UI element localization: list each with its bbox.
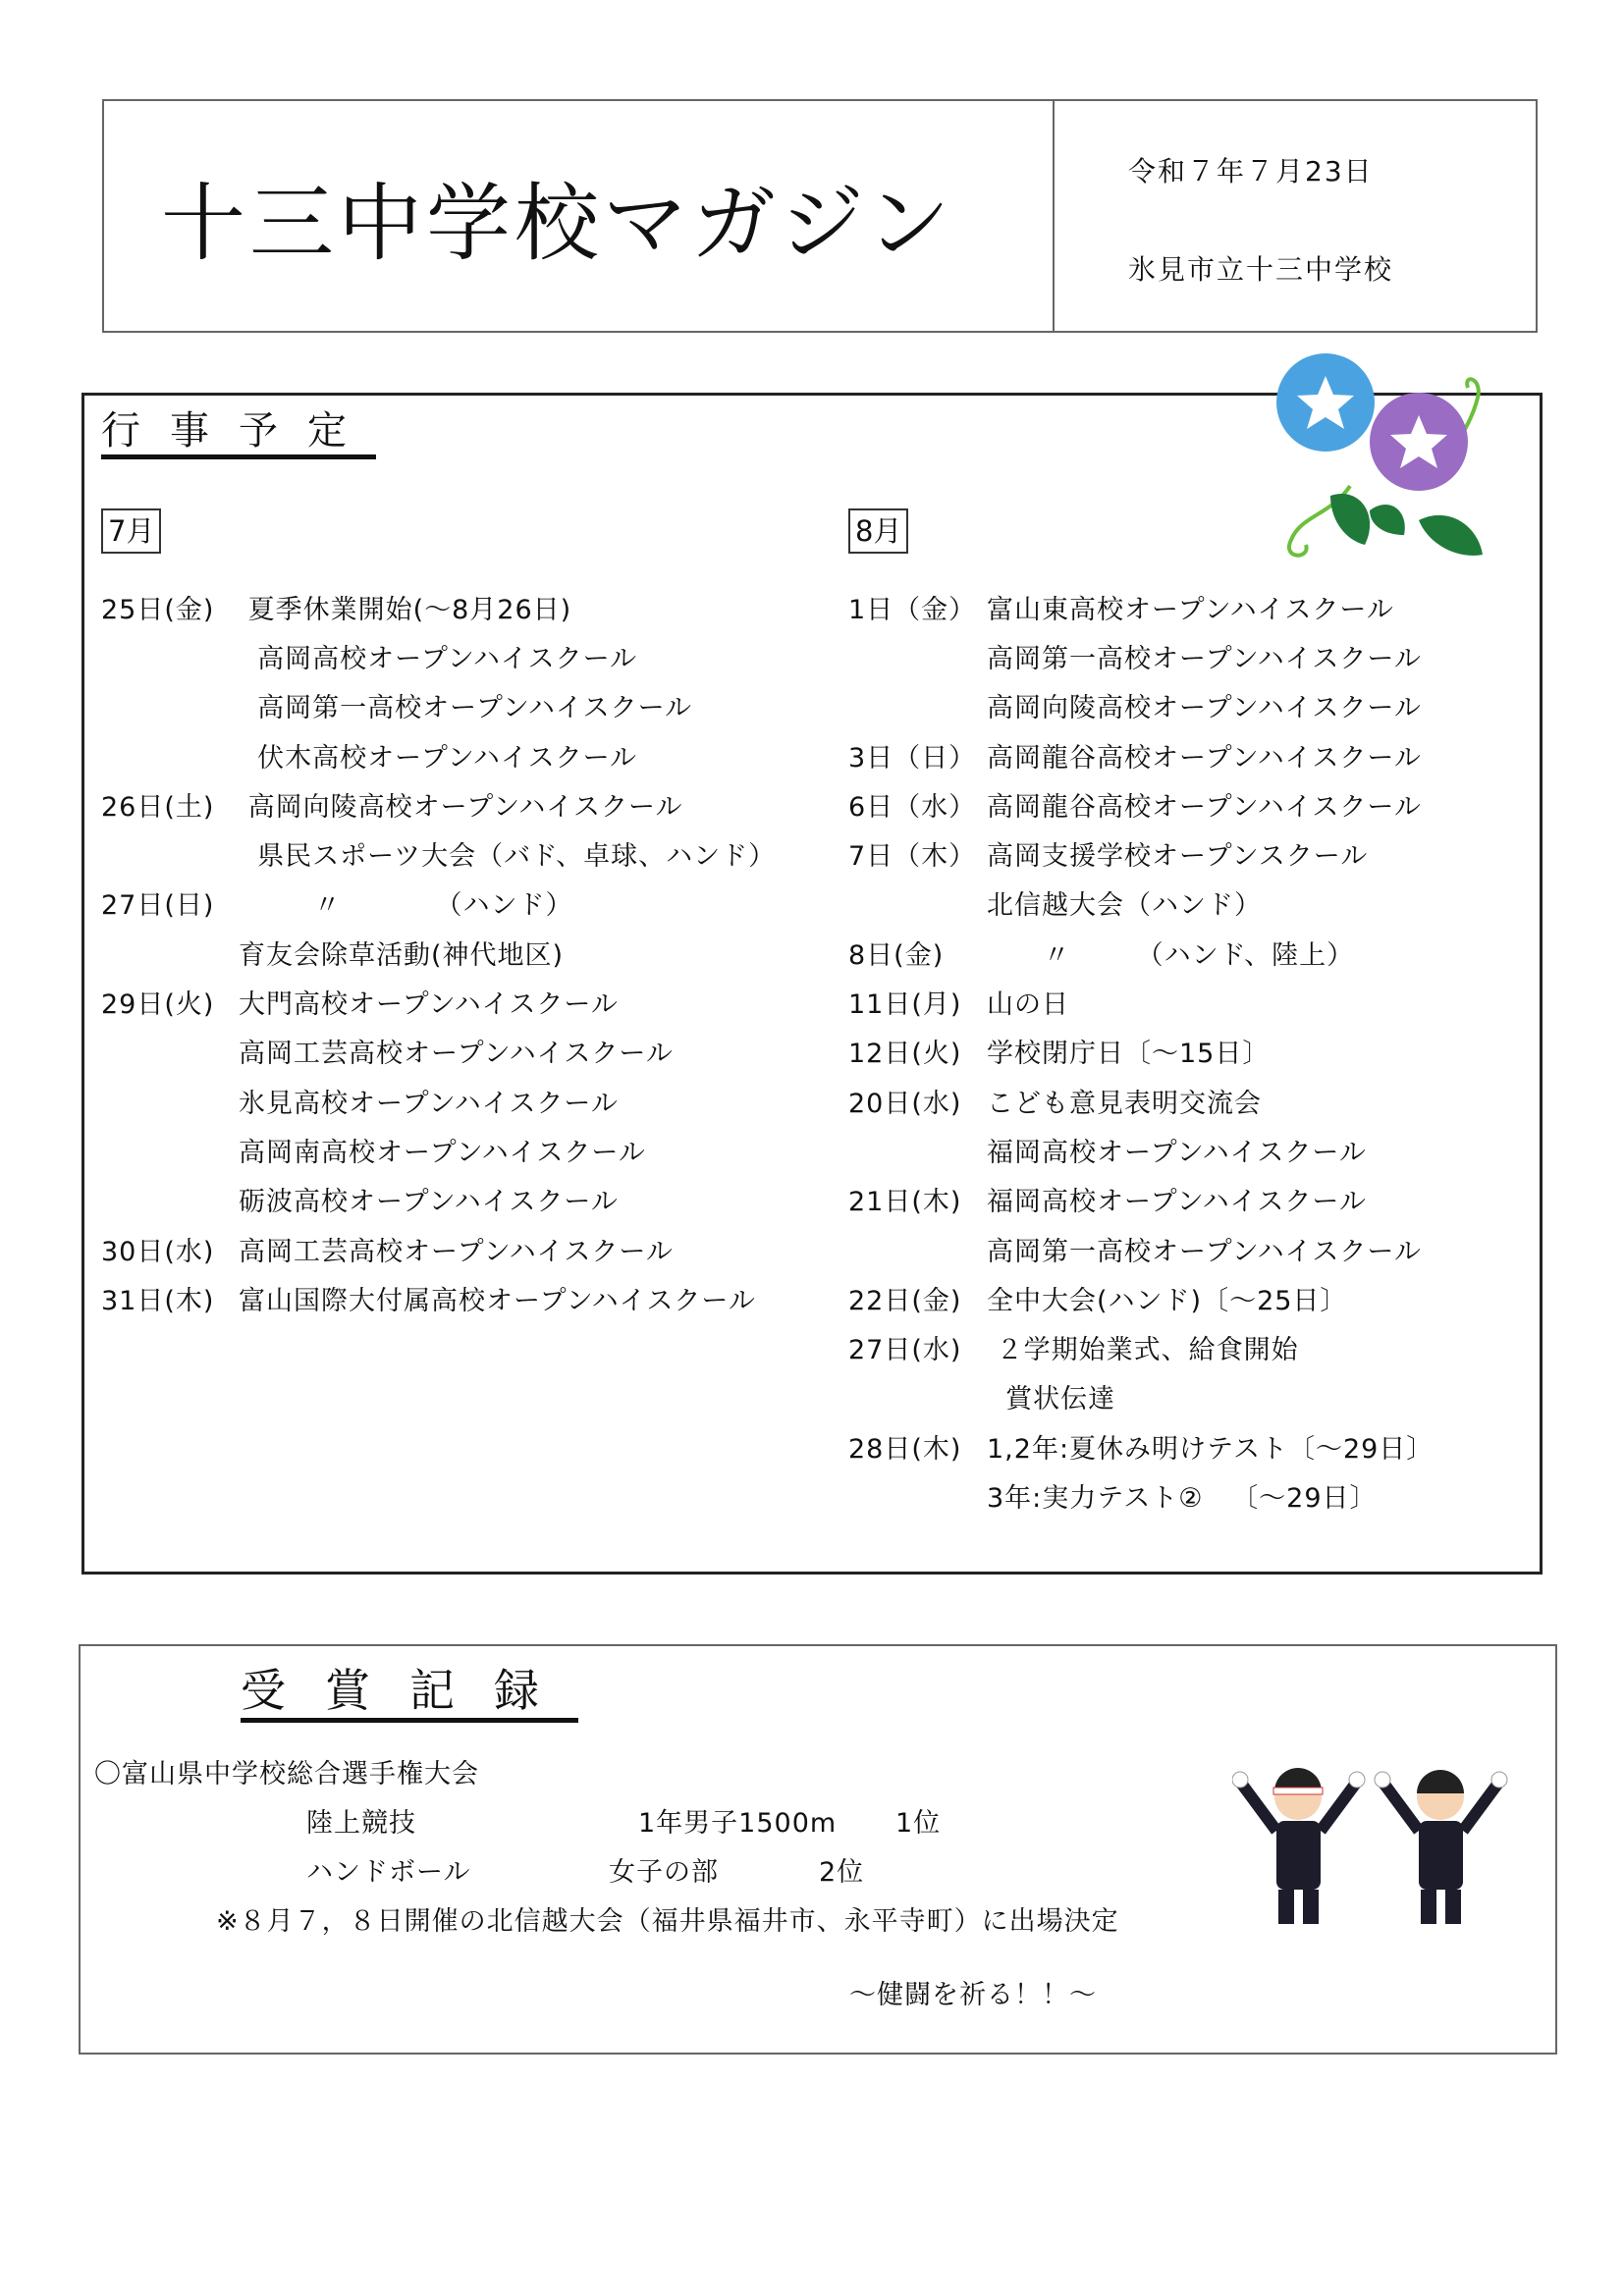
month-label-august: 8月 — [848, 508, 908, 554]
schedule-row — [848, 730, 1434, 779]
schedule-date: 31日(木) — [101, 1285, 215, 1316]
schedule-event: ２学期始業式、給食開始 — [987, 1335, 1299, 1366]
schedule-row — [101, 582, 776, 631]
schedule-event: 1,2年:夏休み明けテスト〔～29日〕 — [987, 1433, 1435, 1465]
schedule-row — [848, 1076, 1434, 1125]
schedule-event: 砺波高校オープンハイスクール — [239, 1187, 619, 1218]
schedule-event: 高岡南高校オープンハイスクール — [239, 1137, 646, 1168]
schedule-row — [101, 1175, 776, 1224]
cheer-message: ～健闘を祈る！！～ — [849, 1980, 1097, 2010]
schedule-date: 12日(火) — [848, 1039, 962, 1070]
award-sport: ハンドボール — [306, 1857, 471, 1888]
schedule-row — [848, 879, 1434, 928]
schedule-row — [848, 1175, 1434, 1224]
schedule-row — [848, 1421, 1434, 1470]
award-note: ※８月７，８日開催の北信越大会（福井県福井市、永平寺町）に出場決定 — [216, 1906, 1119, 1937]
schedule-row — [848, 1125, 1434, 1174]
schedule-row — [101, 828, 776, 878]
schedule-row — [101, 977, 776, 1026]
schedule-date: 11日(月) — [848, 989, 962, 1021]
schedule-row — [101, 928, 776, 977]
schedule-event: 学校閉庁日〔～15日〕 — [987, 1039, 1271, 1070]
schedule-event: 富山東高校オープンハイスクール — [987, 594, 1394, 625]
schedule-row — [101, 1273, 776, 1322]
schedule-event: 高岡龍谷高校オープンハイスクール — [987, 791, 1422, 823]
award-place: 1位 — [895, 1808, 942, 1839]
schedule-row — [848, 1027, 1434, 1076]
schedule-date: 21日(木) — [848, 1187, 962, 1218]
schedule-row — [848, 1470, 1434, 1520]
schedule-row — [848, 1322, 1434, 1371]
schedule-row — [101, 1125, 776, 1174]
schedule-date: 28日(木) — [848, 1433, 962, 1465]
schedule-date: 20日(水) — [848, 1088, 962, 1119]
schedule-event: 高岡支援学校オープンスクール — [987, 841, 1369, 873]
schedule-date: 1日（金） — [848, 594, 977, 625]
schedule-row — [101, 879, 776, 928]
july-schedule — [101, 582, 776, 1322]
schedule-event: 〃 （ハンド、陸上） — [987, 939, 1355, 971]
schedule-event: 賞状伝達 — [987, 1384, 1116, 1415]
events-section — [81, 393, 1543, 1575]
schedule-date: 22日(金) — [848, 1285, 962, 1316]
schedule-date: 27日(日) — [101, 890, 215, 922]
schedule-date: 6日（水） — [848, 791, 977, 823]
schedule-event: 高岡龍谷高校オープンハイスクール — [987, 742, 1422, 774]
header-box — [102, 99, 1538, 333]
schedule-date: 7日（木） — [848, 841, 977, 873]
schedule-date: 26日(土) — [101, 791, 215, 823]
schedule-event: 県民スポーツ大会（バド、卓球、ハンド） — [239, 841, 777, 873]
cheering-students-illustration — [1232, 1762, 1512, 1929]
schedule-date: 30日(水) — [101, 1236, 215, 1267]
award-event: 1年男子1500m — [638, 1808, 838, 1839]
header-divider — [1053, 101, 1055, 331]
morning-glory-illustration — [1272, 348, 1497, 569]
schedule-event: 大門高校オープンハイスクール — [239, 989, 619, 1021]
schedule-event: 北信越大会（ハンド） — [987, 890, 1262, 922]
school-name: 氷見市立十三中学校 — [1128, 253, 1394, 286]
schedule-event: 伏木高校オープンハイスクール — [239, 742, 638, 774]
schedule-event: 氷見高校オープンハイスクール — [239, 1088, 619, 1119]
award-place: 2位 — [819, 1857, 865, 1888]
schedule-event: 〃 （ハンド） — [239, 890, 573, 922]
schedule-event: 高岡工芸高校オープンハイスクール — [239, 1236, 674, 1267]
schedule-event: こども意見表明交流会 — [987, 1088, 1262, 1119]
schedule-row — [848, 977, 1434, 1026]
schedule-row — [101, 730, 776, 779]
schedule-row — [848, 928, 1434, 977]
schedule-row — [848, 779, 1434, 828]
schedule-event: 高岡第一高校オープンハイスクール — [239, 693, 693, 724]
schedule-event: 3年:実力テスト② 〔～29日〕 — [987, 1482, 1378, 1514]
schedule-row — [848, 631, 1434, 680]
events-heading: 行事予定 — [101, 409, 376, 459]
schedule-row — [101, 631, 776, 680]
issue-date: 令和７年７月23日 — [1128, 155, 1374, 187]
schedule-row — [848, 681, 1434, 730]
schedule-date: 8日(金) — [848, 939, 945, 971]
schedule-event: 高岡第一高校オープンハイスクール — [987, 1236, 1422, 1267]
schedule-row — [101, 1027, 776, 1076]
schedule-event: 育友会除草活動(神代地区) — [239, 939, 565, 971]
schedule-row — [848, 828, 1434, 878]
competition-name: 〇富山県中学校総合選手権大会 — [94, 1759, 479, 1789]
schedule-event: 高岡高校オープンハイスクール — [239, 643, 638, 674]
schedule-row — [101, 779, 776, 828]
schedule-event: 高岡向陵高校オープンハイスクール — [239, 791, 683, 823]
schedule-date: 27日(水) — [848, 1335, 962, 1366]
august-schedule — [848, 582, 1434, 1521]
schedule-row — [848, 1224, 1434, 1273]
month-label-july: 7月 — [101, 508, 161, 554]
schedule-row — [101, 1076, 776, 1125]
award-event: 女子の部 — [609, 1857, 719, 1888]
awards-heading: 受賞記録 — [241, 1666, 578, 1723]
schedule-event: 全中大会(ハンド)〔～25日〕 — [987, 1285, 1348, 1316]
schedule-event: 富山国際大付属高校オープンハイスクール — [239, 1285, 756, 1316]
schedule-date: 29日(火) — [101, 989, 215, 1021]
schedule-event: 福岡高校オープンハイスクール — [987, 1137, 1367, 1168]
schedule-event: 高岡工芸高校オープンハイスクール — [239, 1039, 674, 1070]
schedule-event: 福岡高校オープンハイスクール — [987, 1187, 1367, 1218]
schedule-event: 高岡向陵高校オープンハイスクール — [987, 693, 1422, 724]
schedule-row — [848, 1372, 1434, 1421]
schedule-row — [101, 681, 776, 730]
schedule-row — [101, 1224, 776, 1273]
schedule-date: 3日（日） — [848, 742, 977, 774]
schedule-event: 高岡第一高校オープンハイスクール — [987, 643, 1422, 674]
schedule-event: 山の日 — [987, 989, 1069, 1021]
schedule-row — [848, 1273, 1434, 1322]
schedule-event: 夏季休業開始(～8月26日) — [239, 594, 572, 625]
schedule-row — [848, 582, 1434, 631]
schedule-date: 25日(金) — [101, 594, 215, 625]
award-sport: 陸上競技 — [306, 1808, 416, 1839]
page-title: 十三中学校マガジン — [161, 175, 954, 273]
